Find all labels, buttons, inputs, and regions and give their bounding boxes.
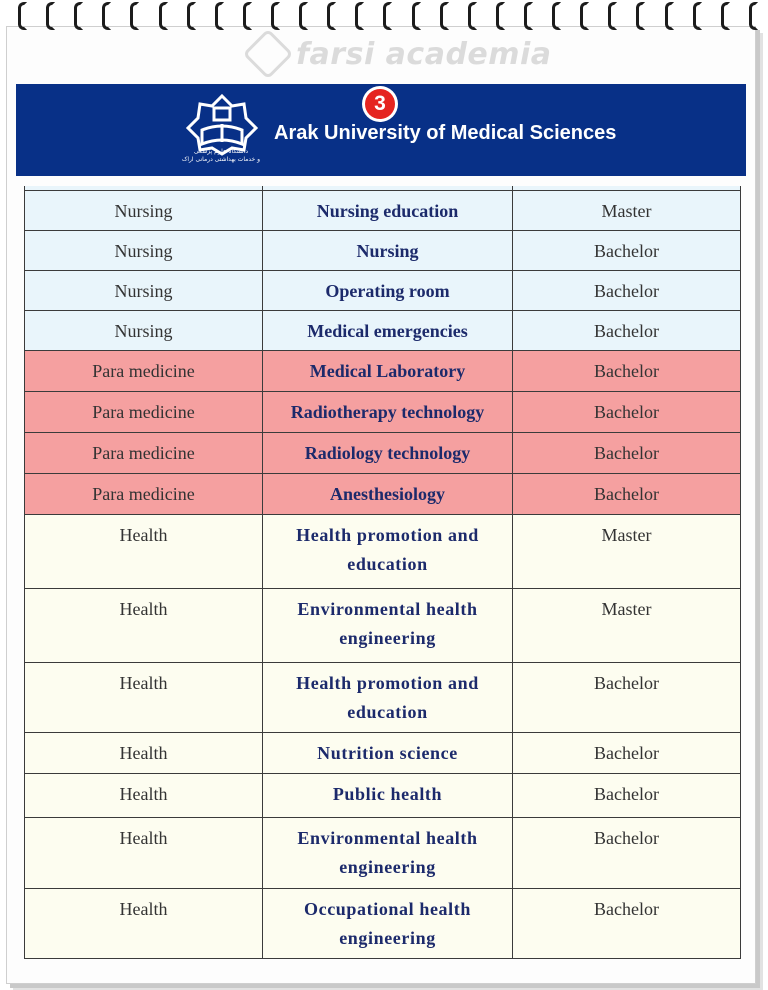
spiral-ring (636, 2, 645, 30)
table-row (25, 663, 741, 733)
program-cell: Health promotion and education (263, 515, 513, 589)
field-cell: Health (25, 515, 263, 589)
spiral-ring (468, 2, 477, 30)
program-cell: Environmental health engineering (263, 818, 513, 889)
degree-cell: Bachelor (513, 733, 741, 774)
program-cell: Health promotion and education (263, 663, 513, 733)
degree-cell: Master (513, 515, 741, 589)
spiral-ring (665, 2, 674, 30)
logo-caption (176, 148, 266, 164)
field-cell: Health (25, 818, 263, 889)
spiral-ring (524, 2, 533, 30)
field-cell: Nursing (25, 271, 263, 311)
field-cell: Para medicine (25, 474, 263, 515)
field-cell: Nursing (25, 311, 263, 351)
degree-cell: Bachelor (513, 818, 741, 889)
degree-cell: Master (513, 191, 741, 231)
program-cell: Radiology technology (263, 433, 513, 474)
degree-cell: Bachelor (513, 311, 741, 351)
spiral-ring (552, 2, 561, 30)
watermark (250, 36, 552, 72)
field-cell: Health (25, 663, 263, 733)
logo-caption-line1: دانشگاه علوم پزشکی (193, 148, 249, 155)
program-cell: Nursing education (263, 191, 513, 231)
degree-cell: Bachelor (513, 474, 741, 515)
spiral-ring (102, 2, 111, 30)
program-cell: Medical Laboratory (263, 351, 513, 392)
degree-cell: Bachelor (513, 774, 741, 818)
spiral-ring (271, 2, 280, 30)
spiral-ring (440, 2, 449, 30)
spiral-ring (243, 2, 252, 30)
program-cell: Anesthesiology (263, 474, 513, 515)
spiral-binding (18, 0, 758, 34)
program-cell: Occupational health engineering (263, 889, 513, 959)
field-cell: Nursing (25, 191, 263, 231)
program-cell: Operating room (263, 271, 513, 311)
table-row (25, 589, 741, 663)
spiral-ring (159, 2, 168, 30)
table-row (25, 191, 741, 231)
programs-table-body (25, 186, 741, 959)
watermark-text: farsi academia (296, 36, 552, 72)
degree-cell: Bachelor (513, 231, 741, 271)
table-row (25, 271, 741, 311)
field-cell: Health (25, 889, 263, 959)
program-cell: Environmental health engineering (263, 589, 513, 663)
program-cell: Public health (263, 774, 513, 818)
degree-cell: Bachelor (513, 271, 741, 311)
spiral-ring (130, 2, 139, 30)
spiral-ring (693, 2, 702, 30)
table-row (25, 889, 741, 959)
program-cell: Radiotherapy technology (263, 392, 513, 433)
field-cell: Health (25, 774, 263, 818)
spiral-ring (412, 2, 421, 30)
field-cell: Health (25, 589, 263, 663)
field-cell: Para medicine (25, 392, 263, 433)
field-cell: Para medicine (25, 351, 263, 392)
spiral-ring (187, 2, 196, 30)
spiral-ring (580, 2, 589, 30)
field-cell: Nursing (25, 231, 263, 271)
spiral-ring (215, 2, 224, 30)
table-row (25, 392, 741, 433)
degree-cell: Bachelor (513, 663, 741, 733)
university-title: Arak University of Medical Sciences (274, 122, 617, 144)
program-cell: Medical emergencies (263, 311, 513, 351)
field-cell: Health (25, 733, 263, 774)
table-row (25, 515, 741, 589)
programs-table (24, 186, 741, 959)
spiral-ring (355, 2, 364, 30)
page-number: 3 (365, 89, 395, 119)
spiral-ring (327, 2, 336, 30)
degree-cell: Bachelor (513, 433, 741, 474)
table-row (25, 733, 741, 774)
table-row (25, 231, 741, 271)
degree-cell: Bachelor (513, 392, 741, 433)
table-row (25, 311, 741, 351)
table-row (25, 774, 741, 818)
spiral-ring (18, 2, 27, 30)
page-number-badge (362, 86, 398, 122)
spiral-ring (749, 2, 758, 30)
degree-cell: Master (513, 589, 741, 663)
degree-cell: Bachelor (513, 889, 741, 959)
spiral-ring (74, 2, 83, 30)
table-row (25, 433, 741, 474)
spiral-ring (608, 2, 617, 30)
table-row (25, 351, 741, 392)
table-row (25, 818, 741, 889)
spiral-ring (383, 2, 392, 30)
program-cell: Nutrition science (263, 733, 513, 774)
field-cell: Para medicine (25, 433, 263, 474)
spiral-ring (721, 2, 730, 30)
table-row (25, 474, 741, 515)
program-cell: Nursing (263, 231, 513, 271)
spiral-ring (46, 2, 55, 30)
degree-cell: Bachelor (513, 351, 741, 392)
spiral-ring (496, 2, 505, 30)
watermark-logo-icon (243, 29, 294, 80)
spiral-ring (299, 2, 308, 30)
logo-caption-line2: و خدمات بهداشتی درمانی اراک (181, 156, 261, 163)
